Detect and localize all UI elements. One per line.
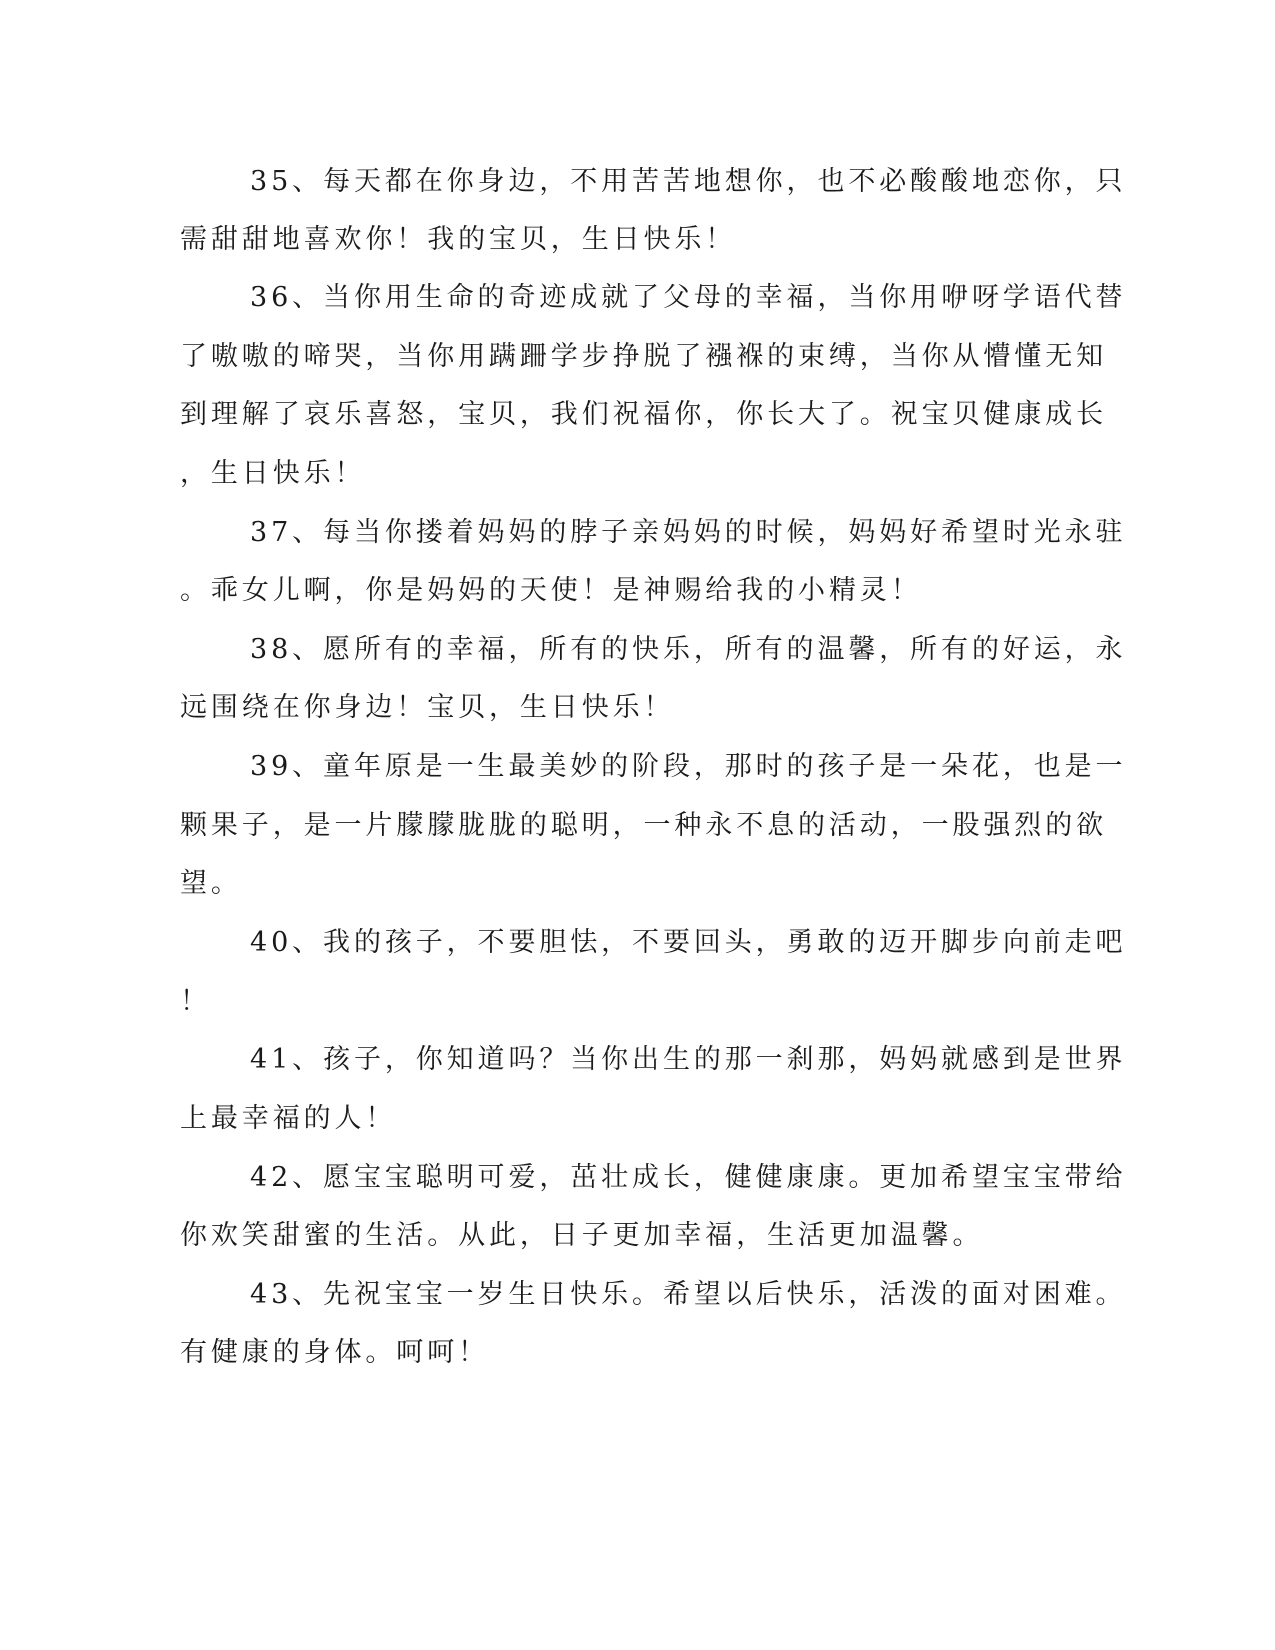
paragraph-40-line-2: [0, 982, 1275, 1022]
text-line: 。乖女儿啊，你是妈妈的天使！是神赐给我的小精灵！: [180, 575, 922, 606]
paragraph-36-line-2: [0, 337, 1275, 377]
text-line: 颗果子，是一片朦朦胧胧的聪明，一种永不息的活动，一股强烈的欲: [180, 810, 1107, 841]
text-line: 36、当你用生命的奇迹成就了父母的幸福，当你用咿呀学语代替: [250, 282, 1127, 313]
text-line: 41、孩子，你知道吗？当你出生的那一刹那，妈妈就感到是世界: [250, 1044, 1127, 1075]
text-line: 42、愿宝宝聪明可爱，茁壮成长，健健康康。更加希望宝宝带给: [250, 1162, 1127, 1193]
paragraph-37-line-2: [0, 571, 1275, 611]
paragraph-36-line-3: [0, 395, 1275, 435]
paragraph-42-line-2: [0, 1216, 1275, 1256]
paragraph-38-line-1: [0, 630, 1275, 670]
paragraph-42-line-1: [0, 1158, 1275, 1198]
text-line: 35、每天都在你身边，不用苦苦地想你，也不必酸酸地恋你，只: [250, 166, 1127, 197]
paragraph-40-line-1: [0, 923, 1275, 963]
text-line: 43、先祝宝宝一岁生日快乐。希望以后快乐，活泼的面对困难。: [250, 1279, 1127, 1310]
paragraph-41-line-2: [0, 1099, 1275, 1139]
text-line: 有健康的身体。呵呵！: [180, 1337, 489, 1368]
text-line: 了嗷嗷的啼哭，当你用蹒跚学步挣脱了襁褓的束缚，当你从懵懂无知: [180, 341, 1107, 372]
paragraph-35-line-1: [0, 162, 1275, 202]
paragraph-39-line-3: [0, 864, 1275, 904]
text-line: 需甜甜地喜欢你！我的宝贝，生日快乐！: [180, 224, 737, 255]
paragraph-43-line-2: [0, 1333, 1275, 1373]
paragraph-39-line-1: [0, 747, 1275, 787]
text-line: 37、每当你搂着妈妈的脖子亲妈妈的时候，妈妈好希望时光永驻: [250, 517, 1127, 548]
text-line: 望。: [180, 868, 242, 899]
text-line: 38、愿所有的幸福，所有的快乐，所有的温馨，所有的好运，永: [250, 634, 1127, 665]
paragraph-38-line-2: [0, 688, 1275, 728]
paragraph-43-line-1: [0, 1275, 1275, 1315]
text-line: 40、我的孩子，不要胆怯，不要回头，勇敢的迈开脚步向前走吧: [250, 927, 1127, 958]
paragraph-39-line-2: [0, 806, 1275, 846]
text-line: 上最幸福的人！: [180, 1103, 397, 1134]
text-line: ，生日快乐！: [180, 458, 366, 489]
text-line: 39、童年原是一生最美妙的阶段，那时的孩子是一朵花，也是一: [250, 751, 1127, 782]
text-line: 到理解了哀乐喜怒，宝贝，我们祝福你，你长大了。祝宝贝健康成长: [180, 399, 1107, 430]
paragraph-37-line-1: [0, 513, 1275, 553]
paragraph-41-line-1: [0, 1040, 1275, 1080]
text-line: 远围绕在你身边！宝贝，生日快乐！: [180, 692, 675, 723]
paragraph-35-line-2: [0, 220, 1275, 260]
paragraph-36-line-1: [0, 278, 1275, 318]
paragraph-36-line-4: [0, 454, 1275, 494]
text-line: 你欢笑甜蜜的生活。从此，日子更加幸福，生活更加温馨。: [180, 1220, 984, 1251]
text-line: ！: [180, 986, 211, 1017]
